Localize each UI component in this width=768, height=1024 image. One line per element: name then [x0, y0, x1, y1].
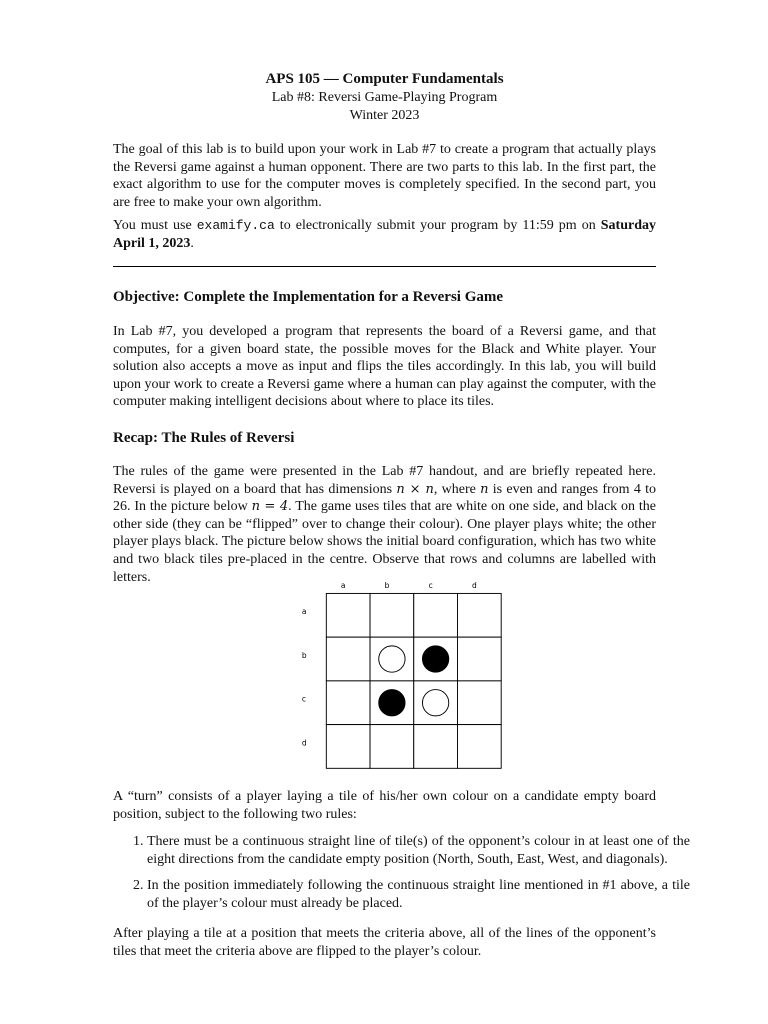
course-title: APS 105 — Computer Fundamentals	[265, 71, 504, 87]
black-tile	[422, 646, 448, 672]
turn-intro: A “turn” consists of a player laying a tile of his/her own colour on a candidate empty board position, subject to the following two rules:	[113, 789, 656, 822]
row-label-b: b	[301, 650, 307, 660]
lab-title: Lab #8: Reversi Game-Playing Program	[271, 90, 498, 105]
white-tile	[379, 646, 405, 672]
recap-paragraph	[113, 463, 656, 586]
row-label-c: c	[301, 694, 307, 704]
math-n-by-n: n × n	[396, 481, 434, 497]
reversi-board	[300, 574, 520, 784]
submission-paragraph	[113, 217, 656, 252]
submission-site: examify.ca	[196, 218, 275, 233]
board-cell	[370, 725, 414, 769]
submission-text-1: You must use	[113, 218, 197, 233]
after-paragraph: After playing a tile at a position that meets the criteria above, all of the lines of the opponent’s tiles that meet the criteria above are flipped to the player’s colour.	[113, 926, 656, 959]
reversi-board-figure	[300, 574, 520, 784]
rule-item: 2. In the position immediately following the continuous straight line mentioned in #1 above, a tile of the player’s colour must already be placed.	[147, 877, 690, 912]
column-label-b: b	[384, 580, 390, 590]
recap-text-2: , where	[433, 481, 481, 497]
board-cell	[326, 725, 370, 769]
black-tile	[379, 690, 405, 716]
board-cell	[370, 593, 414, 637]
column-label-a: a	[340, 580, 346, 590]
board-cell	[414, 593, 458, 637]
board-cell	[457, 637, 501, 681]
board-cell	[457, 593, 501, 637]
rules-list	[113, 833, 690, 921]
board-cell	[326, 637, 370, 681]
row-label-a: a	[301, 607, 307, 617]
column-label-c: c	[428, 580, 433, 590]
board-cell	[326, 681, 370, 725]
deadline: Saturday April 1, 2023	[113, 218, 656, 251]
recap-text-4: . The game uses tiles that are white on one side, and black on the other side (they can be “flipped” over to change their colour). One player plays white; the other player plays black. The picture below shows the initial board configuration, which has two white and two black tiles pre-placed in the centre. Observe that rows and columns are labelled with letters.	[113, 499, 656, 585]
row-label-d: d	[301, 738, 307, 748]
objective-paragraph: In Lab #7, you developed a program that represents the board of a Reversi game, and that computes, for a given board state, the possible moves for the Black and White player. Your solution also accepts a move as input and flips the tiles accordingly. In this lab, you will build upon your work to create a Reversi game where a human can play against the computer, with the computer making intelligent decisions about where to place its tiles.	[113, 324, 656, 410]
intro-paragraph: The goal of this lab is to build upon your work in Lab #7 to create a program that actually plays the Reversi game against a human opponent. There are two parts to this lab. In the first part, the exact algorithm to use for the computer moves is completely specified. In the second part, you are free to make your own algorithm.	[113, 142, 656, 210]
recap-heading: Recap: The Rules of Reversi	[113, 430, 295, 446]
objective-heading: Objective: Complete the Implementation for a Reversi Game	[113, 289, 504, 305]
horizontal-rule	[113, 266, 656, 267]
column-label-d: d	[472, 580, 477, 590]
term: Winter 2023	[349, 108, 420, 123]
title-block	[113, 70, 656, 125]
rule-item: 1. There must be a continuous straight line of tile(s) of the opponent’s colour in at least one of the eight directions from the candidate empty position (North, South, East, West, and diagonals).	[147, 833, 690, 868]
white-tile	[422, 690, 448, 716]
board-cell	[414, 725, 458, 769]
submission-text-3: .	[190, 235, 194, 251]
math-n-equals-4: n = 4	[251, 499, 289, 515]
recap-text-3: is even and ranges from 4 to 26. In the picture below	[113, 481, 657, 515]
submission-text-2: to electronically submit your program by 11:59 pm on	[274, 218, 601, 233]
math-n: n	[480, 481, 489, 497]
recap-text-1: The rules of the game were presented in the Lab #7 handout, and are briefly repeated here. Reversi is played on a board that has dimensions	[113, 464, 656, 497]
board-cell	[457, 725, 501, 769]
board-cell	[457, 681, 501, 725]
board-cell	[326, 593, 370, 637]
